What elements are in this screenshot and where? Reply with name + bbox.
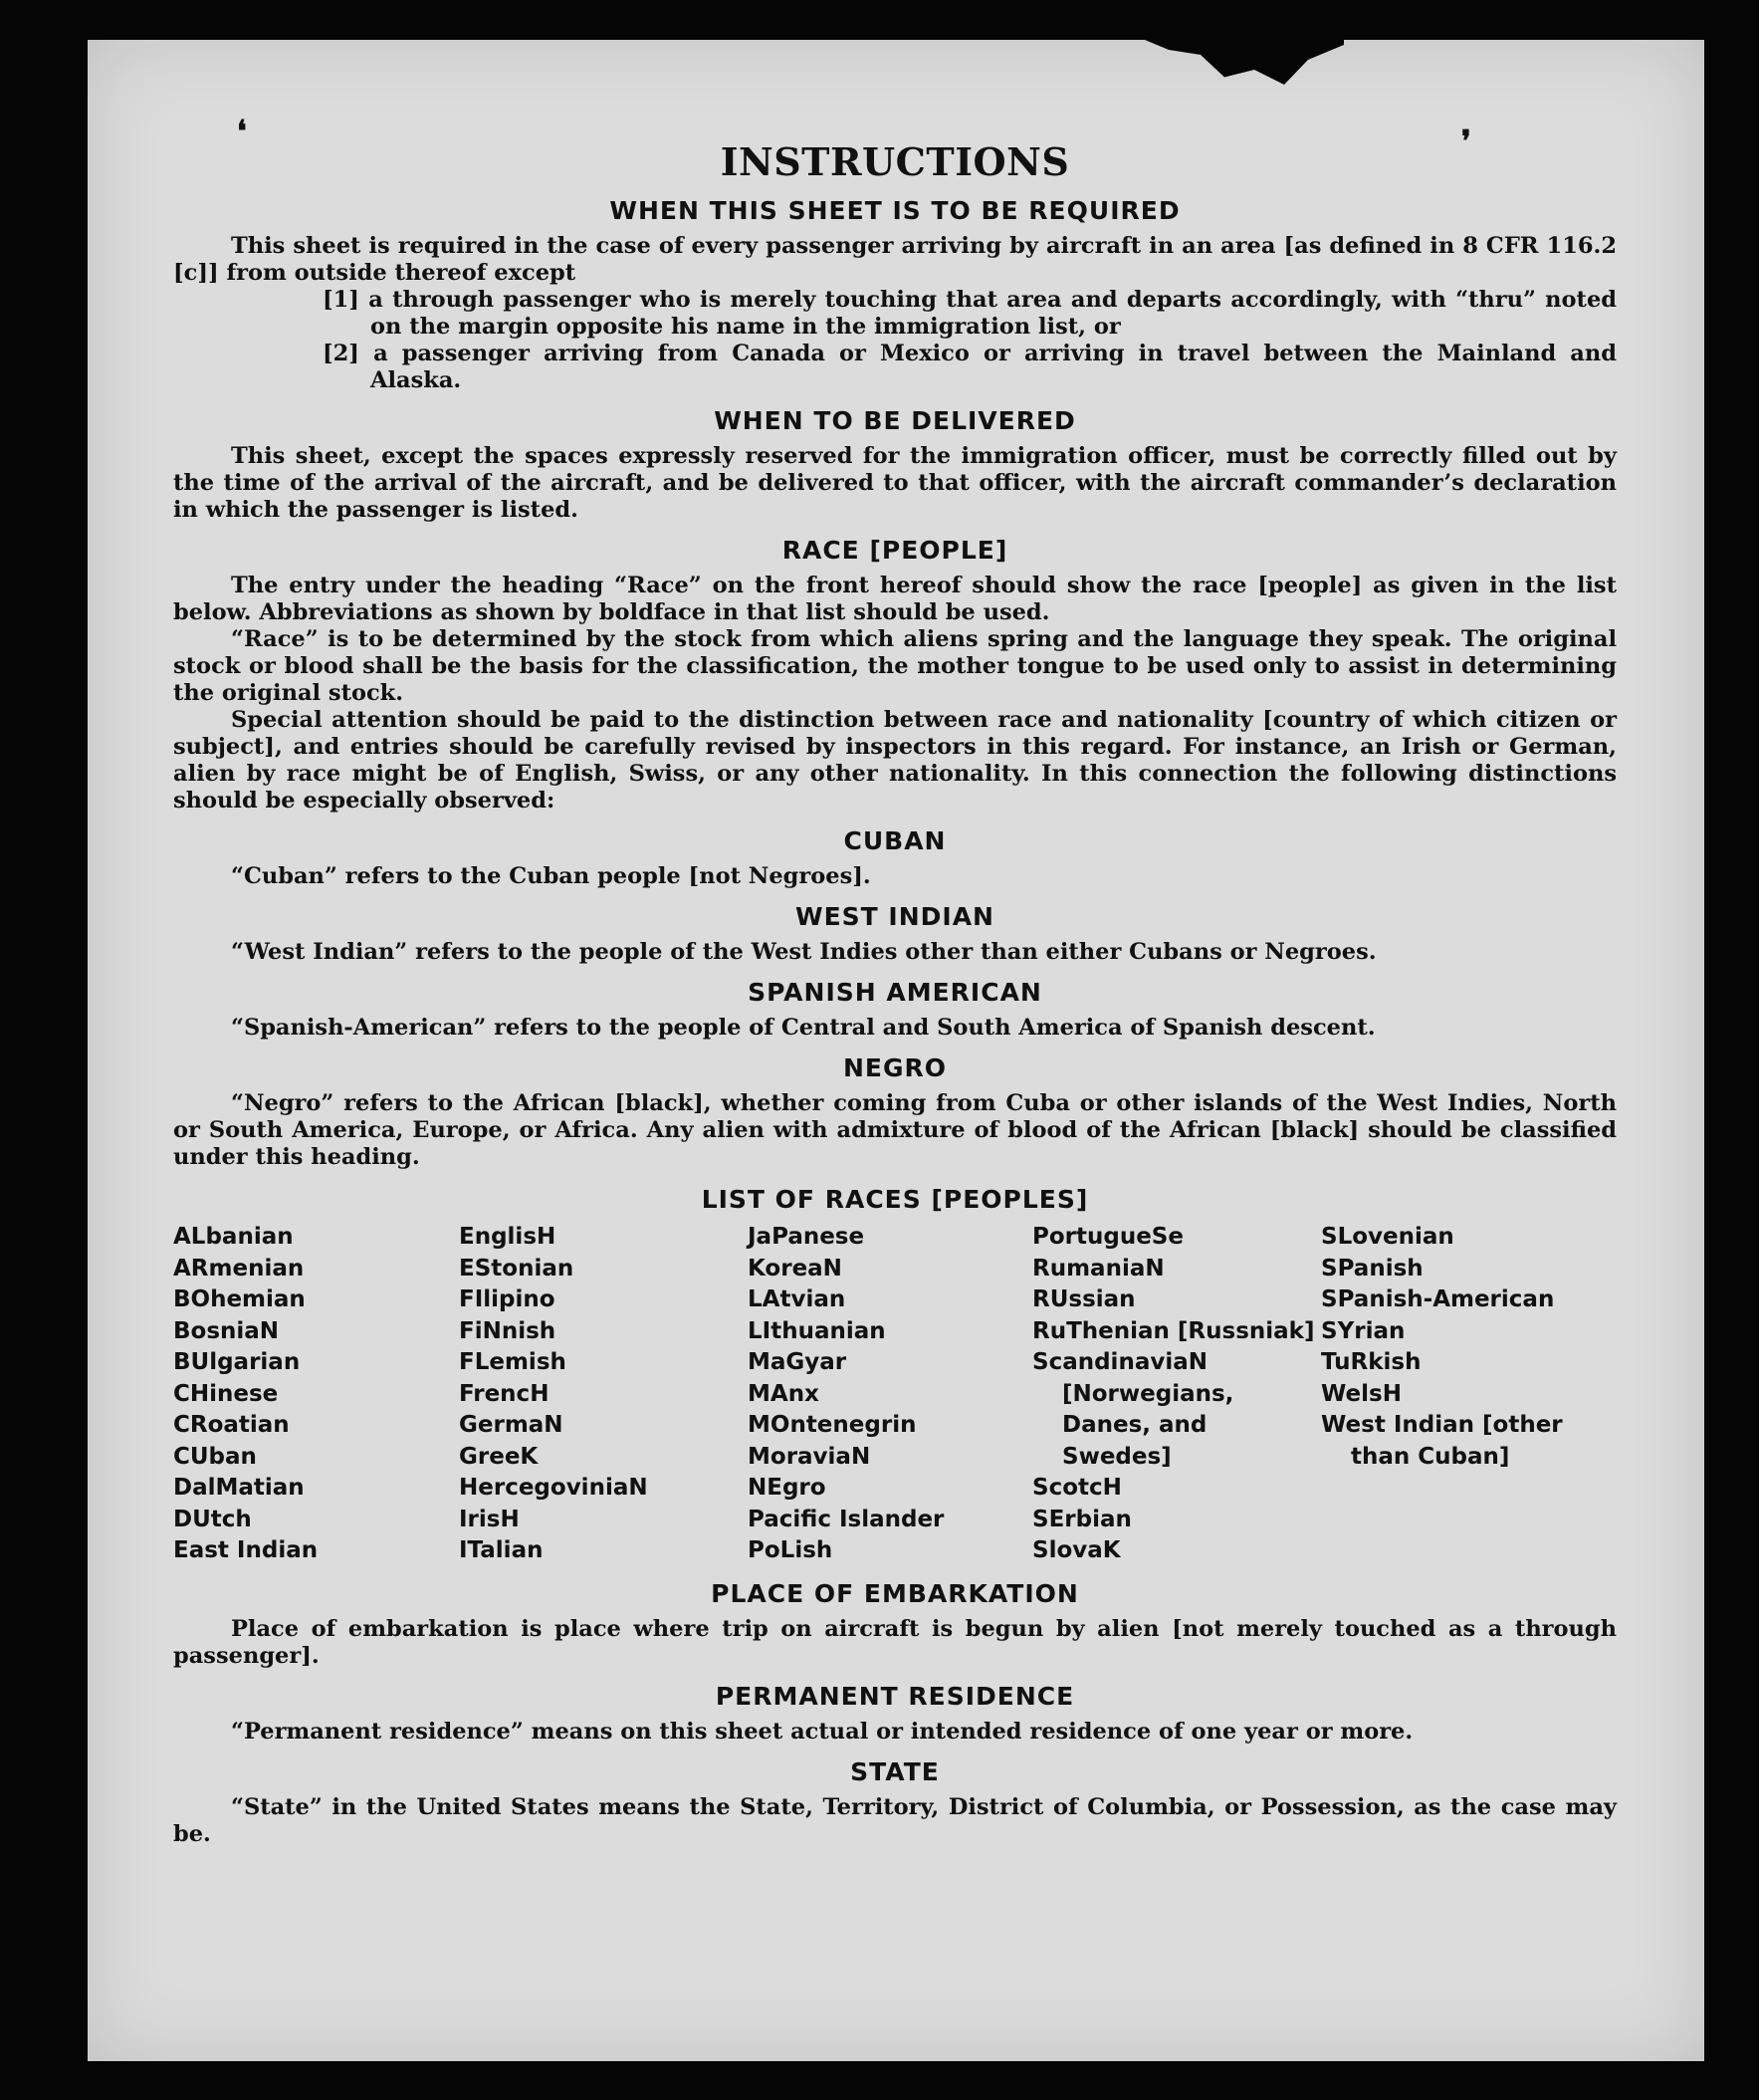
document-sheet — [88, 40, 1704, 2061]
closing-sections — [173, 1579, 1617, 1848]
races-heading: LIST OF RACES [PEOPLES] — [701, 1185, 1089, 1214]
race-entry: LAtvian — [748, 1286, 846, 1312]
race-entry: ScotcH — [1032, 1475, 1122, 1501]
race-entry: East Indian — [173, 1537, 319, 1563]
race-entry: RumaniaN — [1032, 1255, 1165, 1282]
exception-text: a passenger arriving from Canada or Mexico or arriving in travel between the Mainland and Alaska. — [370, 341, 1617, 393]
section-heading: RACE [PEOPLE] — [781, 536, 1008, 565]
section-heading: CUBAN — [843, 826, 947, 855]
race-entry: SlovaK — [1032, 1537, 1121, 1563]
race-column — [748, 1222, 1032, 1567]
section-paragraph: “Permanent residence” means on this sheet actual or intended residence of one year or more. — [231, 1718, 1414, 1745]
section-paragraph: Special attention should be paid to the distinction between race and nationality [country of which citizen or subject], and entries should be carefully revised by inspectors in this regard. For instance, an Irish or German, alien by race might be of English, Swiss, or any other nationality. In this connection the following distinctions should be especially observed: — [173, 707, 1617, 814]
race-entry: JaPanese — [748, 1224, 865, 1250]
section-heading: WHEN TO BE DELIVERED — [714, 406, 1076, 435]
instruction-sections — [173, 196, 1617, 1171]
race-entry: MAnx — [748, 1380, 819, 1407]
race-entry: SLovenian — [1321, 1224, 1454, 1250]
race-entry: PoLish — [748, 1537, 833, 1563]
race-entry: SErbian — [1032, 1506, 1132, 1532]
section-paragraph: This sheet is required in the case of every passenger arriving by aircraft in an area [as defined in 8 CFR 116.2 [c]] from outside thereof except — [173, 233, 1617, 286]
race-entry: CHinese — [173, 1380, 279, 1407]
race-entry: BOhemian — [173, 1286, 306, 1312]
race-entry: MOntenegrin — [748, 1412, 917, 1438]
section-heading: PERMANENT RESIDENCE — [715, 1681, 1075, 1711]
section-heading: NEGRO — [842, 1053, 948, 1082]
race-entry: WelsH — [1321, 1380, 1402, 1407]
race-entry: FLemish — [459, 1349, 566, 1375]
right-punch-mark: ❜ — [1461, 124, 1471, 159]
section-paragraph: “West Indian” refers to the people of the West Indies other than either Cubans or Negroes. — [231, 939, 1377, 965]
exception-marker: [1] — [323, 287, 359, 313]
race-entry: TuRkish — [1321, 1349, 1422, 1375]
section-paragraph: This sheet, except the spaces expressly reserved for the immigration officer, must be correctly filled out by the time of the arrival of the aircraft, and be delivered to that officer, with the aircraft commander’s declaration in which the passenger is listed. — [173, 443, 1617, 523]
race-entry: IrisH — [459, 1506, 520, 1532]
document-content — [173, 139, 1617, 1848]
race-list — [173, 1222, 1617, 1567]
race-entry: FIlipino — [459, 1286, 555, 1312]
race-entry: SYrian — [1321, 1317, 1406, 1344]
race-entry: BosniaN — [173, 1317, 280, 1344]
race-entry: BUlgarian — [173, 1349, 301, 1375]
race-entry: EStonian — [459, 1255, 574, 1282]
section-heading: WHEN THIS SHEET IS TO BE REQUIRED — [609, 196, 1181, 225]
race-entry: ScandinaviaN [Norwegians, Danes, and Swedes] — [1032, 1349, 1234, 1470]
page-title: INSTRUCTIONS — [720, 139, 1070, 184]
race-entry: PortugueSe — [1032, 1224, 1184, 1250]
race-entry: RuThenian [Russniak] — [1032, 1317, 1315, 1344]
race-entry: DalMatian — [173, 1475, 305, 1501]
left-punch-mark: ❛ — [237, 115, 247, 149]
race-entry: SPanish-American — [1321, 1286, 1555, 1312]
race-column — [1321, 1222, 1600, 1567]
race-column — [173, 1222, 459, 1567]
race-entry: KoreaN — [748, 1255, 842, 1282]
exception-item — [289, 341, 1617, 394]
section-paragraph: “Cuban” refers to the Cuban people [not Negroes]. — [231, 863, 871, 889]
race-column — [459, 1222, 748, 1567]
race-entry: GermaN — [459, 1412, 563, 1438]
section-paragraph: The entry under the heading “Race” on the front hereof should show the race [people] as given in the list below. Abbreviations as shown by boldface in that list should be used. — [173, 573, 1617, 625]
race-entry: LIthuanian — [748, 1317, 886, 1344]
section-heading: SPANISH AMERICAN — [748, 978, 1042, 1007]
race-entry: GreeK — [459, 1443, 539, 1470]
section-paragraph: Place of embarkation is place where trip on aircraft is begun by alien [not merely touched as a through passenger]. — [173, 1615, 1617, 1669]
race-entry: DUtch — [173, 1506, 252, 1532]
section-paragraph: “Spanish-American” refers to the people of Central and South America of Spanish descent. — [231, 1015, 1376, 1041]
race-entry: West Indian [other than Cuban] — [1321, 1412, 1563, 1470]
race-entry: ITalian — [459, 1537, 544, 1563]
race-entry: ALbanian — [173, 1224, 294, 1250]
exception-item — [289, 287, 1617, 341]
race-entry: CRoatian — [173, 1412, 290, 1438]
race-entry: SPanish — [1321, 1255, 1424, 1282]
race-entry: MaGyar — [748, 1349, 847, 1375]
race-column — [1032, 1222, 1321, 1567]
race-entry: EnglisH — [459, 1224, 556, 1250]
section-paragraph: “State” in the United States means the State, Territory, District of Columbia, or Possession, as the case may be. — [173, 1793, 1617, 1847]
race-entry: NEgro — [748, 1475, 826, 1501]
section-heading: PLACE OF EMBARKATION — [711, 1578, 1079, 1608]
race-entry: MoraviaN — [748, 1443, 871, 1470]
race-entry: CUban — [173, 1443, 257, 1470]
section-paragraph: “Negro” refers to the African [black], whether coming from Cuba or other islands of the West Indies, North or South America, Europe, or Africa. Any alien with admixture of blood of the African [black] should be classified under this heading. — [173, 1090, 1617, 1170]
exception-marker: [2] — [323, 341, 359, 366]
section-paragraph: “Race” is to be determined by the stock from which aliens spring and the language they speak. The original stock or blood shall be the basis for the classification, the mother tongue to be used only to assist in determining the original stock. — [173, 626, 1617, 706]
race-entry: FiNnish — [459, 1317, 556, 1344]
race-entry: RUssian — [1032, 1286, 1136, 1312]
section-heading: STATE — [850, 1756, 940, 1786]
race-entry: ARmenian — [173, 1255, 305, 1282]
section-heading: WEST INDIAN — [795, 902, 994, 931]
race-entry: HercegoviniaN — [459, 1475, 648, 1501]
race-entry: FrencH — [459, 1380, 550, 1407]
exception-text: a through passenger who is merely touching that area and departs accordingly, with “thru” noted on the margin opposite his name in the immigration list, or — [368, 287, 1617, 340]
race-entry: Pacific Islander — [748, 1506, 945, 1532]
